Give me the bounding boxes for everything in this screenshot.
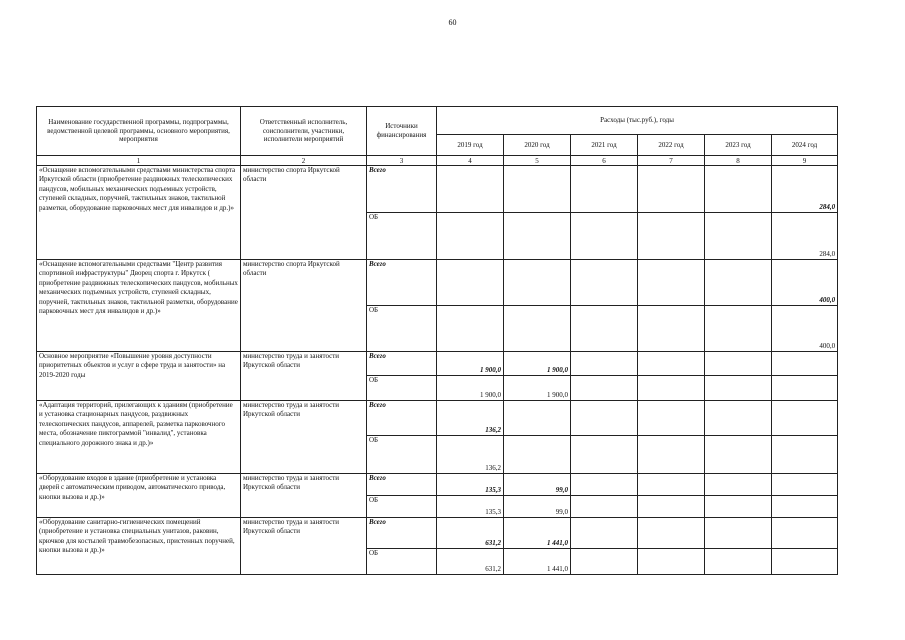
value-total — [638, 352, 705, 376]
value-total — [504, 401, 571, 436]
value-ob — [571, 213, 638, 260]
value-total — [638, 166, 705, 213]
source-ob-label: ОБ — [367, 496, 437, 518]
value-total — [571, 166, 638, 213]
column-number: 2 — [241, 156, 367, 166]
value-total — [772, 352, 838, 376]
measure-executor: министерство труда и занятости Иркутской области — [241, 518, 367, 575]
value-ob — [437, 213, 504, 260]
measure-name: Основное мероприятие «Повышение уровня доступности приоритетных объектов и услуг в сфере труда и занятости» на 2019-2020 годы — [37, 352, 241, 401]
value-total — [705, 474, 772, 496]
value-ob: 99,0 — [504, 496, 571, 518]
value-total — [705, 352, 772, 376]
table-row — [37, 166, 838, 213]
expenses-table — [36, 106, 838, 575]
value-ob — [638, 496, 705, 518]
source-ob-label: ОБ — [367, 549, 437, 575]
value-total — [571, 474, 638, 496]
value-ob — [705, 496, 772, 518]
column-number: 1 — [37, 156, 241, 166]
value-ob: 1 900,0 — [504, 376, 571, 401]
column-number: 8 — [705, 156, 772, 166]
value-ob — [571, 549, 638, 575]
header-source: Источники финансирования — [367, 107, 437, 156]
value-ob — [571, 436, 638, 474]
value-total — [705, 401, 772, 436]
measure-executor: министерство труда и занятости Иркутской области — [241, 474, 367, 518]
value-ob — [638, 213, 705, 260]
table-row — [37, 474, 838, 496]
value-total — [504, 166, 571, 213]
measure-name: «Оборудование входов в здание (приобретение и установка дверей с автоматическим приводом, автоматического привода, кнопки вызова и др.)» — [37, 474, 241, 518]
measure-name: «Адаптация территорий, прилегающих к зданиям (приобретение и установка стационарных пандусов, раздвижных телескопических пандусов, аппарелей, разметка парковочного места, обозначение пиктограммой "инвалид", установка специального дорожного знака и др.)» — [37, 401, 241, 474]
value-total — [571, 518, 638, 549]
column-number: 5 — [504, 156, 571, 166]
measure-executor: министерство труда и занятости Иркутской области — [241, 352, 367, 401]
header-name: Наименование государственной программы, подпрограммы, ведомственной целевой программы, основного мероприятия, мероприятия — [37, 107, 241, 156]
measure-executor: министерство спорта Иркутской области — [241, 166, 367, 260]
value-total: 136,2 — [437, 401, 504, 436]
value-ob — [638, 376, 705, 401]
value-total: 400,0 — [772, 260, 838, 306]
header-expenses: Расходы (тыс.руб.), годы — [437, 107, 838, 135]
source-ob-label: ОБ — [367, 376, 437, 401]
header-year: 2022 год — [638, 135, 705, 156]
value-ob — [772, 376, 838, 401]
value-total — [705, 166, 772, 213]
value-total — [705, 518, 772, 549]
value-total — [638, 260, 705, 306]
value-total — [772, 474, 838, 496]
value-total: 99,0 — [504, 474, 571, 496]
value-total — [772, 401, 838, 436]
value-ob — [772, 549, 838, 575]
value-total — [638, 518, 705, 549]
source-ob-label: ОБ — [367, 213, 437, 260]
header-year: 2024 год — [772, 135, 838, 156]
value-total — [504, 260, 571, 306]
column-number: 4 — [437, 156, 504, 166]
table-row — [37, 401, 838, 436]
measure-executor: министерство спорта Иркутской области — [241, 260, 367, 352]
header-executor: Ответственный исполнитель, соисполнители, участники, исполнители мероприятий — [241, 107, 367, 156]
value-total — [772, 518, 838, 549]
measure-name: «Оснащение вспомогательными средствами "Центр развития спортивной инфраструктуры" Дворец спорта г. Иркутск ( приобретение раздвижных телескопических пандусов, мобильных механических подъемных устройств, ступеней складных, поручней, тактильных знаков, тактильной разметки, оборудование парковочных мест для инвалидов и др.)» — [37, 260, 241, 352]
column-number: 9 — [772, 156, 838, 166]
value-total — [571, 260, 638, 306]
value-ob — [705, 306, 772, 352]
value-total — [705, 260, 772, 306]
source-total-label: Всего — [367, 166, 437, 213]
header-year: 2023 год — [705, 135, 772, 156]
header-year: 2021 год — [571, 135, 638, 156]
value-ob — [571, 496, 638, 518]
page-number: 60 — [448, 18, 457, 27]
table-row — [37, 260, 838, 306]
source-ob-label: ОБ — [367, 436, 437, 474]
value-ob — [504, 213, 571, 260]
value-total: 1 900,0 — [437, 352, 504, 376]
column-number: 3 — [367, 156, 437, 166]
value-ob — [705, 213, 772, 260]
column-number: 7 — [638, 156, 705, 166]
value-total — [437, 166, 504, 213]
source-total-label: Всего — [367, 352, 437, 376]
column-number: 6 — [571, 156, 638, 166]
value-ob: 135,3 — [437, 496, 504, 518]
value-ob — [504, 436, 571, 474]
value-ob: 1 900,0 — [437, 376, 504, 401]
value-ob — [638, 549, 705, 575]
value-total: 1 900,0 — [504, 352, 571, 376]
value-ob: 136,2 — [437, 436, 504, 474]
value-ob — [437, 306, 504, 352]
value-ob — [638, 436, 705, 474]
value-ob — [705, 376, 772, 401]
measure-executor: министерство труда и занятости Иркутской области — [241, 401, 367, 474]
value-ob: 284,0 — [772, 213, 838, 260]
value-total — [638, 401, 705, 436]
value-total — [571, 401, 638, 436]
value-ob: 400,0 — [772, 306, 838, 352]
value-ob — [705, 549, 772, 575]
value-total — [437, 260, 504, 306]
value-total: 631,2 — [437, 518, 504, 549]
value-total — [638, 474, 705, 496]
value-total: 1 441,0 — [504, 518, 571, 549]
table-row — [37, 352, 838, 376]
value-ob — [772, 436, 838, 474]
source-total-label: Всего — [367, 518, 437, 549]
value-ob — [638, 306, 705, 352]
source-ob-label: ОБ — [367, 306, 437, 352]
value-ob — [705, 436, 772, 474]
table-row — [37, 518, 838, 549]
value-ob — [571, 376, 638, 401]
header-year: 2020 год — [504, 135, 571, 156]
value-ob: 1 441,0 — [504, 549, 571, 575]
measure-name: «Оснащение вспомогательными средствами министерства спорта Иркутской области (приобретение раздвижных телескопических пандусов, мобильных механических подъемных устройств, ступеней складных, поручней, тактильных знаков, тактильной разметки, оборудование парковочных мест для инвалидов и др.)» — [37, 166, 241, 260]
source-total-label: Всего — [367, 474, 437, 496]
header-year: 2019 год — [437, 135, 504, 156]
source-total-label: Всего — [367, 401, 437, 436]
measure-name: «Оборудование санитарно-гигиенических помещений (приобретение и установка специальных унитазов, раковин, крючков для костылей травмобезопасных, пристенных поручней, кнопки вызова и др.)» — [37, 518, 241, 575]
value-ob: 631,2 — [437, 549, 504, 575]
value-total: 284,0 — [772, 166, 838, 213]
value-total: 135,3 — [437, 474, 504, 496]
value-ob — [504, 306, 571, 352]
value-ob — [772, 496, 838, 518]
value-total — [571, 352, 638, 376]
source-total-label: Всего — [367, 260, 437, 306]
value-ob — [571, 306, 638, 352]
